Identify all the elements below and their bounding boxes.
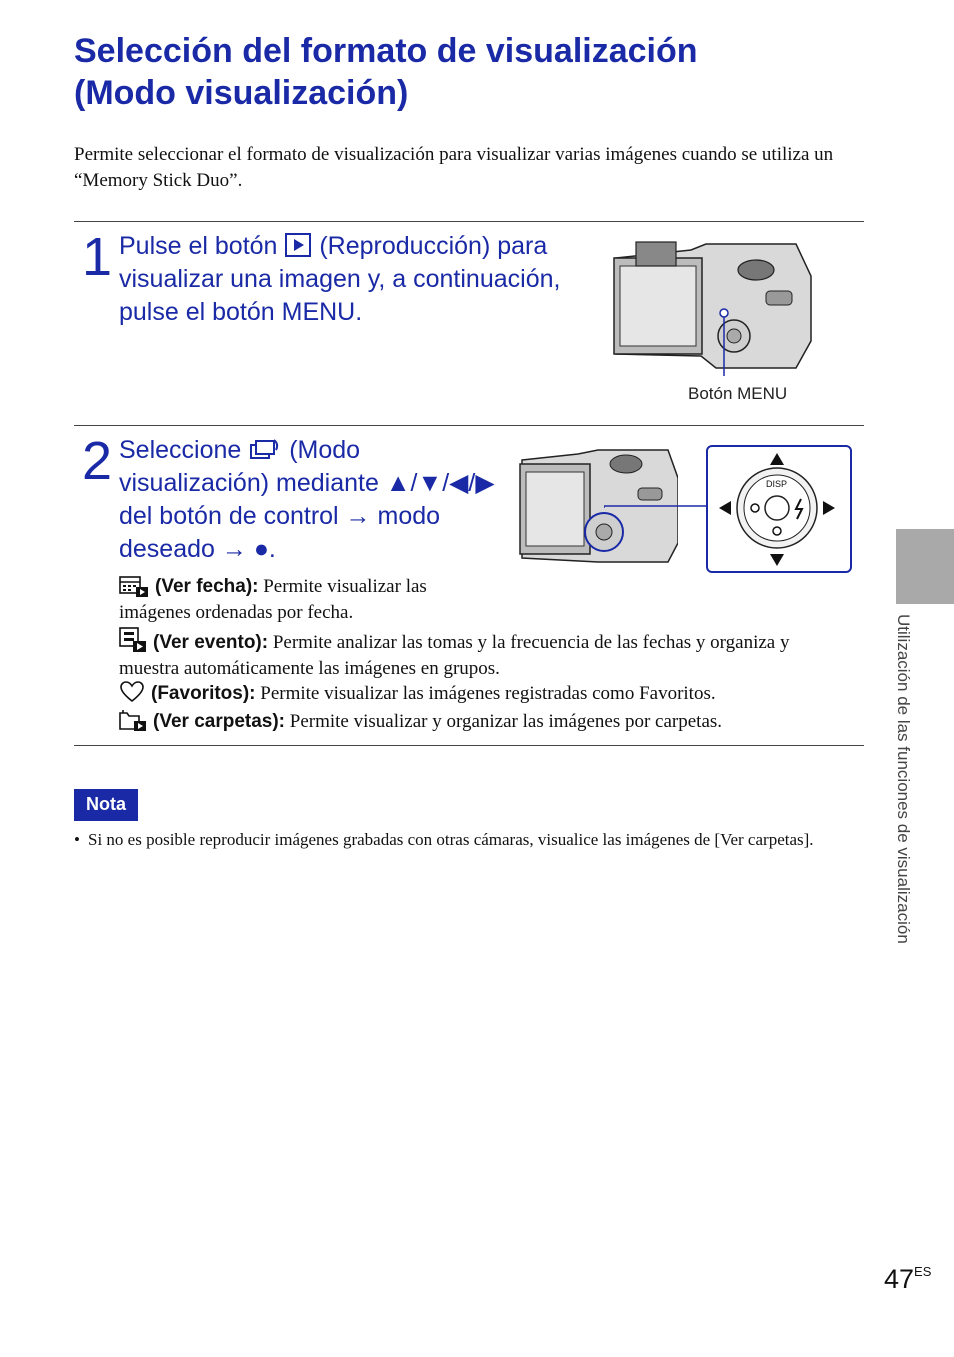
divider-mid <box>74 425 864 426</box>
nota-text: Si no es posible reproducir imágenes grabadas con otras cámaras, visualice las imágenes de [Ver carpetas]. <box>88 830 814 849</box>
page-number-suffix: ES <box>914 1264 932 1279</box>
step1-text <box>119 230 564 329</box>
mode-ver-fecha-desc: Permite visualizar las imágenes ordenadas por fecha. <box>119 576 427 623</box>
mode-favoritos <box>119 680 859 707</box>
event-icon <box>119 627 147 653</box>
control-button-diagram <box>706 445 852 573</box>
mode-ver-evento-desc: Permite analizar las tomas y la frecuencia de las fechas y organiza y muestra automáticamente las imágenes en grupos. <box>119 632 790 679</box>
nota-bullet: • <box>74 830 80 849</box>
step1-text-before: Pulse el botón <box>119 232 278 260</box>
step2-text-after: (Modo visualización) mediante ▲/▼/◀/▶ del botón de control → modo deseado → ●. <box>119 436 495 563</box>
page-number <box>884 1264 931 1295</box>
mode-favoritos-desc: Permite visualizar las imágenes registradas como Favoritos. <box>260 683 716 704</box>
divider-bottom <box>74 745 864 746</box>
divider-top <box>74 221 864 222</box>
intro-paragraph: Permite seleccionar el formato de visualización para visualizar varias imágenes cuando se utiliza un “Memory Stick Duo”. <box>74 144 834 191</box>
nota-badge: Nota <box>74 789 138 821</box>
heart-icon <box>119 680 145 704</box>
view-mode-icon <box>248 436 282 462</box>
nota-item <box>74 828 864 851</box>
step2-number: 2 <box>82 431 113 491</box>
mode-ver-fecha <box>119 574 489 626</box>
folder-icon <box>119 708 147 732</box>
callout-line <box>604 470 708 510</box>
step2-text <box>119 434 499 566</box>
control-wheel-graphic <box>708 447 850 571</box>
playback-icon <box>284 232 312 258</box>
mode-ver-evento <box>119 627 839 682</box>
mode-ver-fecha-label: (Ver fecha): <box>155 576 259 597</box>
page-title-line1: Selección del formato de visualización <box>74 32 698 70</box>
side-label-text: Utilización de las funciones de visualización <box>894 614 913 944</box>
mode-ver-evento-label: (Ver evento): <box>153 632 269 653</box>
step2-text-before: Seleccione <box>119 436 242 464</box>
side-tab <box>896 529 954 604</box>
disp-label: DISP <box>766 479 788 489</box>
mode-ver-carpetas-desc: Permite visualizar y organizar las imágenes por carpetas. <box>289 711 723 732</box>
step1-text-after: (Reproducción) para visualizar una imagen y, a continuación, pulse el botón MENU. <box>119 232 561 326</box>
step1-caption: Botón MENU <box>688 384 788 403</box>
step1-number: 1 <box>82 227 113 287</box>
page-number-value: 47 <box>884 1264 915 1294</box>
side-label <box>893 614 917 1034</box>
page-title <box>74 30 874 114</box>
mode-ver-carpetas <box>119 708 859 735</box>
mode-favoritos-label: (Favoritos): <box>151 683 256 704</box>
page-title-line2: (Modo visualización) <box>74 74 409 112</box>
calendar-icon <box>119 575 149 597</box>
camera-back-illustration <box>606 236 816 376</box>
mode-ver-carpetas-label: (Ver carpetas): <box>153 711 286 732</box>
